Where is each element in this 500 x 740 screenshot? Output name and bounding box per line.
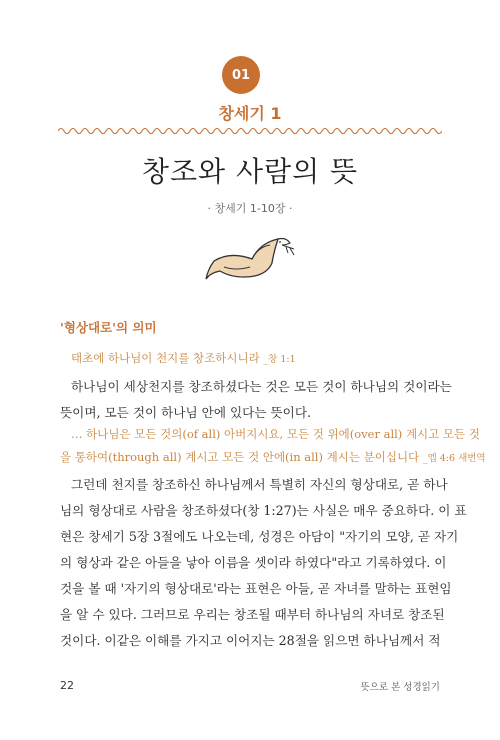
paragraph-2-line: 그런데 천지를 창조하신 하나님께서 특별히 자신의 형상대로, 곧 하나 — [71, 477, 448, 492]
quote-2-ref: _엡 4:6 새번역 — [422, 453, 486, 464]
running-footer-title: 뜻으로 본 성경읽기 — [360, 682, 440, 693]
paragraph-2-line: 것을 볼 때 '자기의 형상대로'라는 표현은 아들, 곧 자녀를 말하는 표현임 — [60, 581, 452, 596]
paragraph-1-line: 뜻이며, 모든 것이 하나님 안에 있다는 뜻이다. — [60, 405, 312, 420]
scripture-quote-2-line — [60, 449, 486, 465]
paragraph-2-line: 을 알 수 있다. 그러므로 우리는 창조될 때부터 하나님의 자녀로 창조된 — [60, 607, 445, 622]
page-title: 창조와 사람의 뜻 — [141, 155, 359, 188]
wave-divider — [58, 126, 442, 136]
chapter-label: 창세기 1 — [218, 104, 282, 123]
chapter-number: 01 — [231, 67, 251, 83]
paragraph-1-line: 하나님이 세상천지를 창조하셨다는 것은 모든 것이 하나님의 것이라는 — [71, 379, 452, 394]
dove-icon — [200, 233, 300, 285]
scripture-quote-1 — [71, 350, 461, 366]
page-subtitle: · 창세기 1-10장 · — [207, 202, 293, 215]
chapter-number-badge — [222, 56, 260, 94]
scripture-quote-2-line: … 하나님은 모든 것의(of all) 아버지시요, 모든 것 위에(over all) 계시고 모든 것 — [71, 427, 480, 441]
quote-1-text: 태초에 하나님이 천지를 창조하시니라 — [71, 351, 260, 365]
quote-1-ref: _창 1:1 — [263, 354, 296, 365]
section-heading: '형상대로'의 의미 — [60, 320, 157, 335]
paragraph-2-line: 의 형상과 같은 아들을 낳아 이름을 셋이라 하였다"라고 기록하였다. 이 — [60, 555, 447, 570]
page-number: 22 — [60, 679, 74, 692]
paragraph-2-line: 것이다. 이같은 이해를 가지고 이어지는 28절을 읽으면 하나님께서 적 — [60, 633, 441, 648]
quote-2-text: 을 통하여(through all) 계시고 모든 것 안에(in all) 계시는 분이십니다 — [60, 450, 420, 464]
paragraph-2-line: 님의 형상대로 사람을 창조하셨다(창 1:27)는 사실은 매우 중요하다. 이 표 — [60, 503, 467, 518]
paragraph-2-line: 현은 창세기 5장 3절에도 나오는데, 성경은 아담이 "자기의 모양, 곧 자기 — [60, 529, 459, 544]
